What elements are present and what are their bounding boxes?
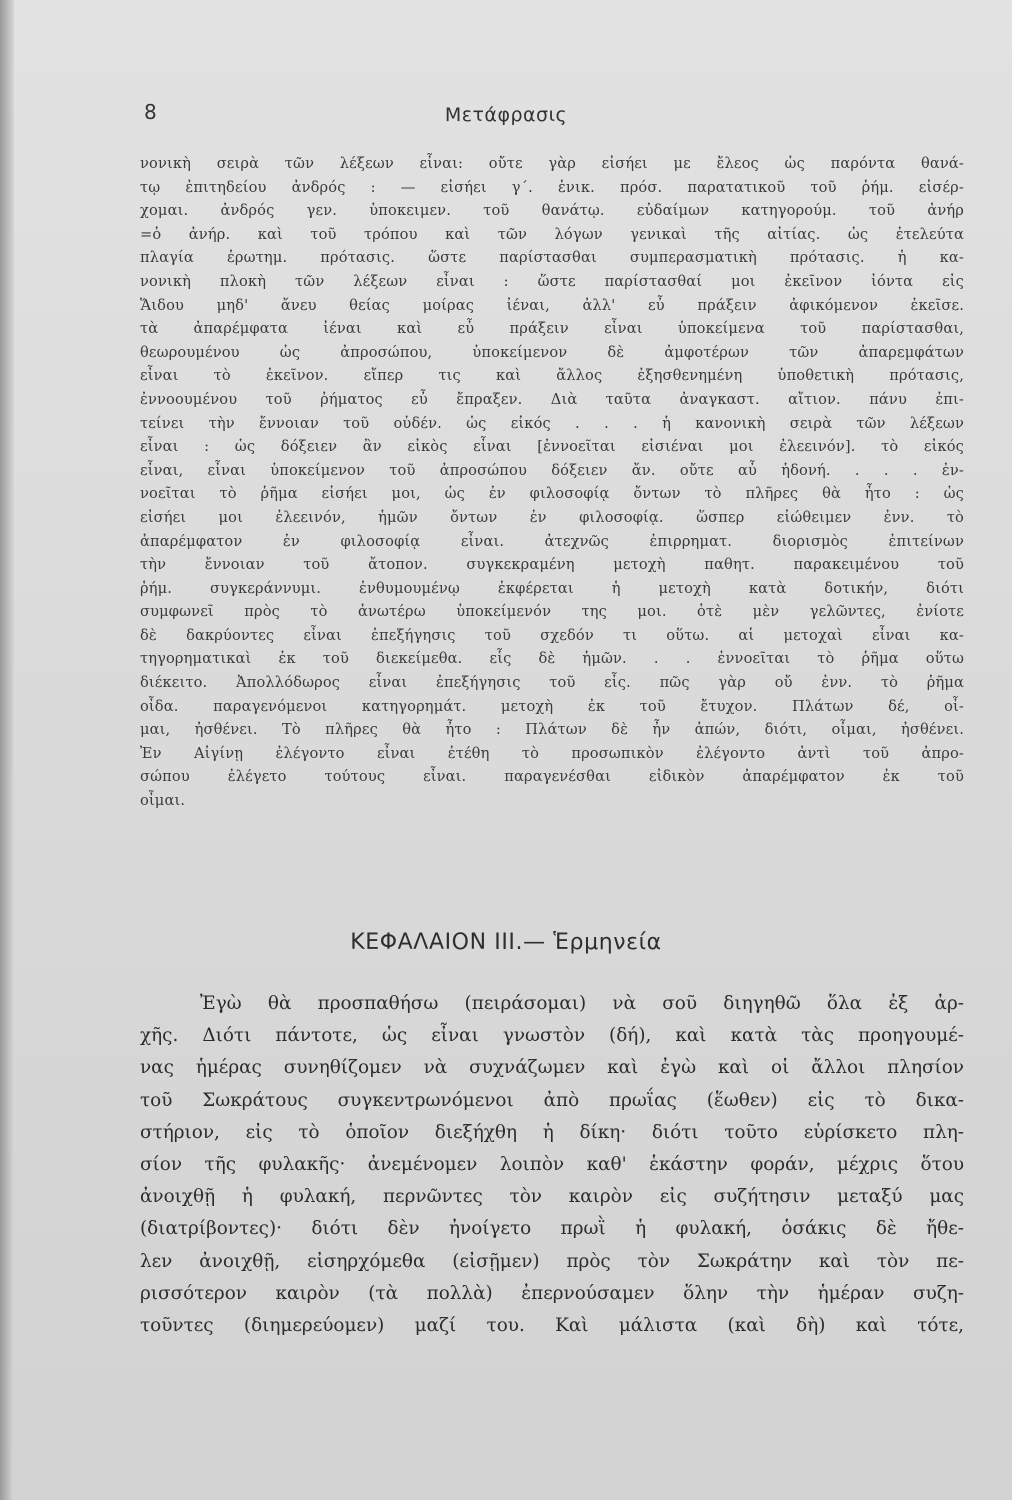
note-line: συμφωνεῖ πρὸς τὸ ἀνωτέρω ὑποκείμενόν της μοι. ὁτὲ μὲν γελῶντες, ἐνίοτε — [140, 603, 964, 621]
note-line: τὰ ἀπαρέμφατα ἰέναι καὶ εὖ πράξειν εἶναι ὑποκείμενα τοῦ παρίστασθαι, — [140, 320, 964, 338]
note-line: θεωρουμένου ὡς ἀπροσώπου, ὑποκείμενον δὲ ἀμφοτέρων τῶν ἀπαρεμφάτων — [140, 343, 964, 361]
page-binding-edge — [0, 0, 14, 1500]
note-line: τῳ ἐπιτηδείου ἀνδρός : — εἰσήει γ΄. ἑνικ. πρόσ. παρατατικοῦ τοῦ ῥήμ. εἰσέρ- — [140, 178, 964, 196]
translation-body — [140, 988, 964, 1342]
chapter-heading: ΚΕΦΑΛΑΙΟΝ III.— Ἑρμηνεία — [350, 930, 662, 955]
note-line: πλαγία ἐρωτημ. πρότασις. ὥστε παρίστασθαι συμπερασματικὴ πρότασις. ἡ κα- — [140, 249, 964, 267]
note-line: ἐννοουμένου τοῦ ῥήματος εὖ ἔπραξεν. Διὰ ταῦτα ἀναγκαστ. αἴτιον. πάνυ ἐπι- — [140, 390, 964, 408]
body-line: ἀνοιχθῇ ἡ φυλακή, περνῶντες τὸν καιρὸν εἰς συζήτησιν μεταξύ μας — [140, 1186, 964, 1208]
body-line: στήριον, εἰς τὸ ὁποῖον διεξήχθη ἡ δίκη· διότι τοῦτο εὑρίσκετο πλη- — [140, 1121, 964, 1143]
note-line: σώπου ἐλέγετο τούτους εἶναι. παραγενέσθαι εἰδικὸν ἀπαρέμφατον ἐκ τοῦ — [140, 768, 964, 786]
note-line: οἶμαι. — [140, 792, 186, 810]
body-line: τοῦ Σωκράτους συγκεντρωνόμενοι ἀπὸ πρωΐας (ἕωθεν) εἰς τὸ δικα- — [140, 1089, 964, 1111]
note-line: εἶναι, εἶναι ὑποκείμενον τοῦ ἀπροσώπου δόξειεν ἄν. οὔτε αὖ ἡδονή. . . . ἐν- — [140, 461, 964, 479]
body-line: λεν ἀνοιχθῇ, εἰσηρχόμεθα (εἰσῇμεν) πρὸς τὸν Σωκράτην καὶ τὸν πε- — [140, 1250, 964, 1272]
page-number: 8 — [144, 100, 157, 124]
note-line: νονικὴ σειρὰ τῶν λέξεων εἶναι: οὔτε γὰρ εἰσήει με ἔλεος ὡς παρόντα θανά- — [140, 155, 964, 172]
note-line: μαι, ἠσθένει. Τὸ πλῆρες θὰ ἦτο : Πλάτων δὲ ἦν ἀπών, διότι, οἶμαι, ἠσθένει. — [140, 721, 964, 739]
note-line: νοεῖται τὸ ῥῆμα εἰσήει μοι, ὡς ἐν φιλοσοφίᾳ ὄντων τὸ πλῆρες θὰ ἦτο : ὡς — [140, 485, 964, 503]
body-line: (διατρίβοντες)· διότι δὲν ἠνοίγετο πρωῒ ἡ φυλακή, ὁσάκις δὲ ἤθε- — [140, 1218, 964, 1240]
body-line: Ἐγὼ θὰ προσπαθήσω (πειράσομαι) νὰ σοῦ διηγηθῶ ὅλα ἐξ ἀρ- — [200, 993, 964, 1014]
note-line: ἀπαρέμφατον ἐν φιλοσοφίᾳ εἶναι. ἀτεχνῶς ἐπιρρηματ. διορισμὸς ἐπιτείνων — [140, 532, 964, 550]
note-line: ῥήμ. συγκεράννυμι. ἐνθυμουμένῳ ἐκφέρεται ἡ μετοχὴ κατὰ δοτικήν, διότι — [140, 579, 964, 597]
note-line: =ὁ ἀνήρ. καὶ τοῦ τρόπου καὶ τῶν λόγων γενικαὶ τῆς αἰτίας. ὡς ἐτελεύτα — [140, 225, 964, 243]
body-line: νας ἡμέρας συνηθίζομεν νὰ συχνάζωμεν καὶ ἐγὼ καὶ οἱ ἄλλοι πλησίον — [140, 1057, 964, 1079]
note-line: οἶδα. παραγενόμενοι κατηγορημάτ. μετοχὴ ἐκ τοῦ ἔτυχον. Πλάτων δέ, οἶ- — [140, 697, 964, 715]
note-line: εἶναι : ὡς δόξειεν ἂν εἰκὸς εἶναι [ἐννοεῖται εἰσιέναι μοι ἐλεεινόν]. τὸ εἰκός — [140, 438, 964, 456]
body-line: ρισσότερον καιρὸν (τὰ πολλὰ) ἐπερνούσαμεν ὅλην τὴν ἡμέραν συζη- — [140, 1282, 964, 1304]
note-line: Ἅιδου μηδ' ἄνευ θείας μοίρας ἰέναι, ἀλλ' εὖ πράξειν ἀφικόμενον ἐκεῖσε. — [140, 296, 964, 314]
note-line: εἰσήει μοι ἐλεεινόν, ἡμῶν ὄντων ἐν φιλοσοφίᾳ. ὥσπερ εἰώθειμεν ἐνν. τὸ — [140, 508, 964, 526]
note-line: τείνει τὴν ἔννοιαν τοῦ οὐδέν. ὡς εἰκός . . . ἡ κανονικὴ σειρὰ τῶν λέξεων — [140, 414, 964, 432]
running-head: Μετάφρασις — [444, 104, 568, 126]
body-line: σίον τῆς φυλακῆς· ἀνεμένομεν λοιπὸν καθ' ἑκάστην φοράν, μέχρις ὅτου — [140, 1153, 964, 1175]
body-line: τοῦντες (διημερεύομεν) μαζί του. Καὶ μάλιστα (καὶ δὴ) καὶ τότε, — [140, 1314, 964, 1336]
note-line: τηγορηματικαὶ ἐκ τοῦ διεκείμεθα. εἷς δὲ ἡμῶν. . . ἐννοεῖται τὸ ῥῆμα οὕτω — [140, 650, 964, 668]
note-line: εἶναι τὸ ἐκεῖνον. εἴπερ τις καὶ ἄλλος ἐξησθενημένη ὑποθετικὴ πρότασις, — [140, 367, 964, 385]
body-line: χῆς. Διότι πάντοτε, ὡς εἶναι γνωστὸν (δή), καὶ κατὰ τὰς προηγουμέ- — [140, 1025, 964, 1047]
note-line: δὲ δακρύοντες εἶναι ἐπεξήγησις τοῦ σχεδόν τι οὕτω. αἱ μετοχαὶ εἶναι κα- — [140, 626, 964, 644]
note-line: χομαι. ἀνδρός γεν. ὑποκειμεν. τοῦ θανάτῳ. εὐδαίμων κατηγορούμ. τοῦ ἀνήρ — [140, 202, 964, 220]
commentary-notes — [140, 152, 964, 813]
note-line: νονικὴ πλοκὴ τῶν λέξεων εἶναι : ὥστε παρίστασθαί μοι ἐκεῖνον ἰόντα εἰς — [140, 272, 964, 290]
note-line: τὴν ἔννοιαν τοῦ ἄτοπον. συγκεκραμένη μετοχὴ παθητ. παρακειμένου τοῦ — [140, 556, 964, 574]
note-line: Ἐν Αἰγίνῃ ἐλέγοντο εἶναι ἐτέθη τὸ προσωπικὸν ἐλέγοντο ἀντὶ τοῦ ἀπρο- — [140, 744, 964, 762]
note-line: διέκειτο. Ἀπολλόδωρος εἶναι ἐπεξήγησις τοῦ εἷς. πῶς γὰρ οὔ ἐνν. τὸ ῥῆμα — [140, 674, 964, 692]
